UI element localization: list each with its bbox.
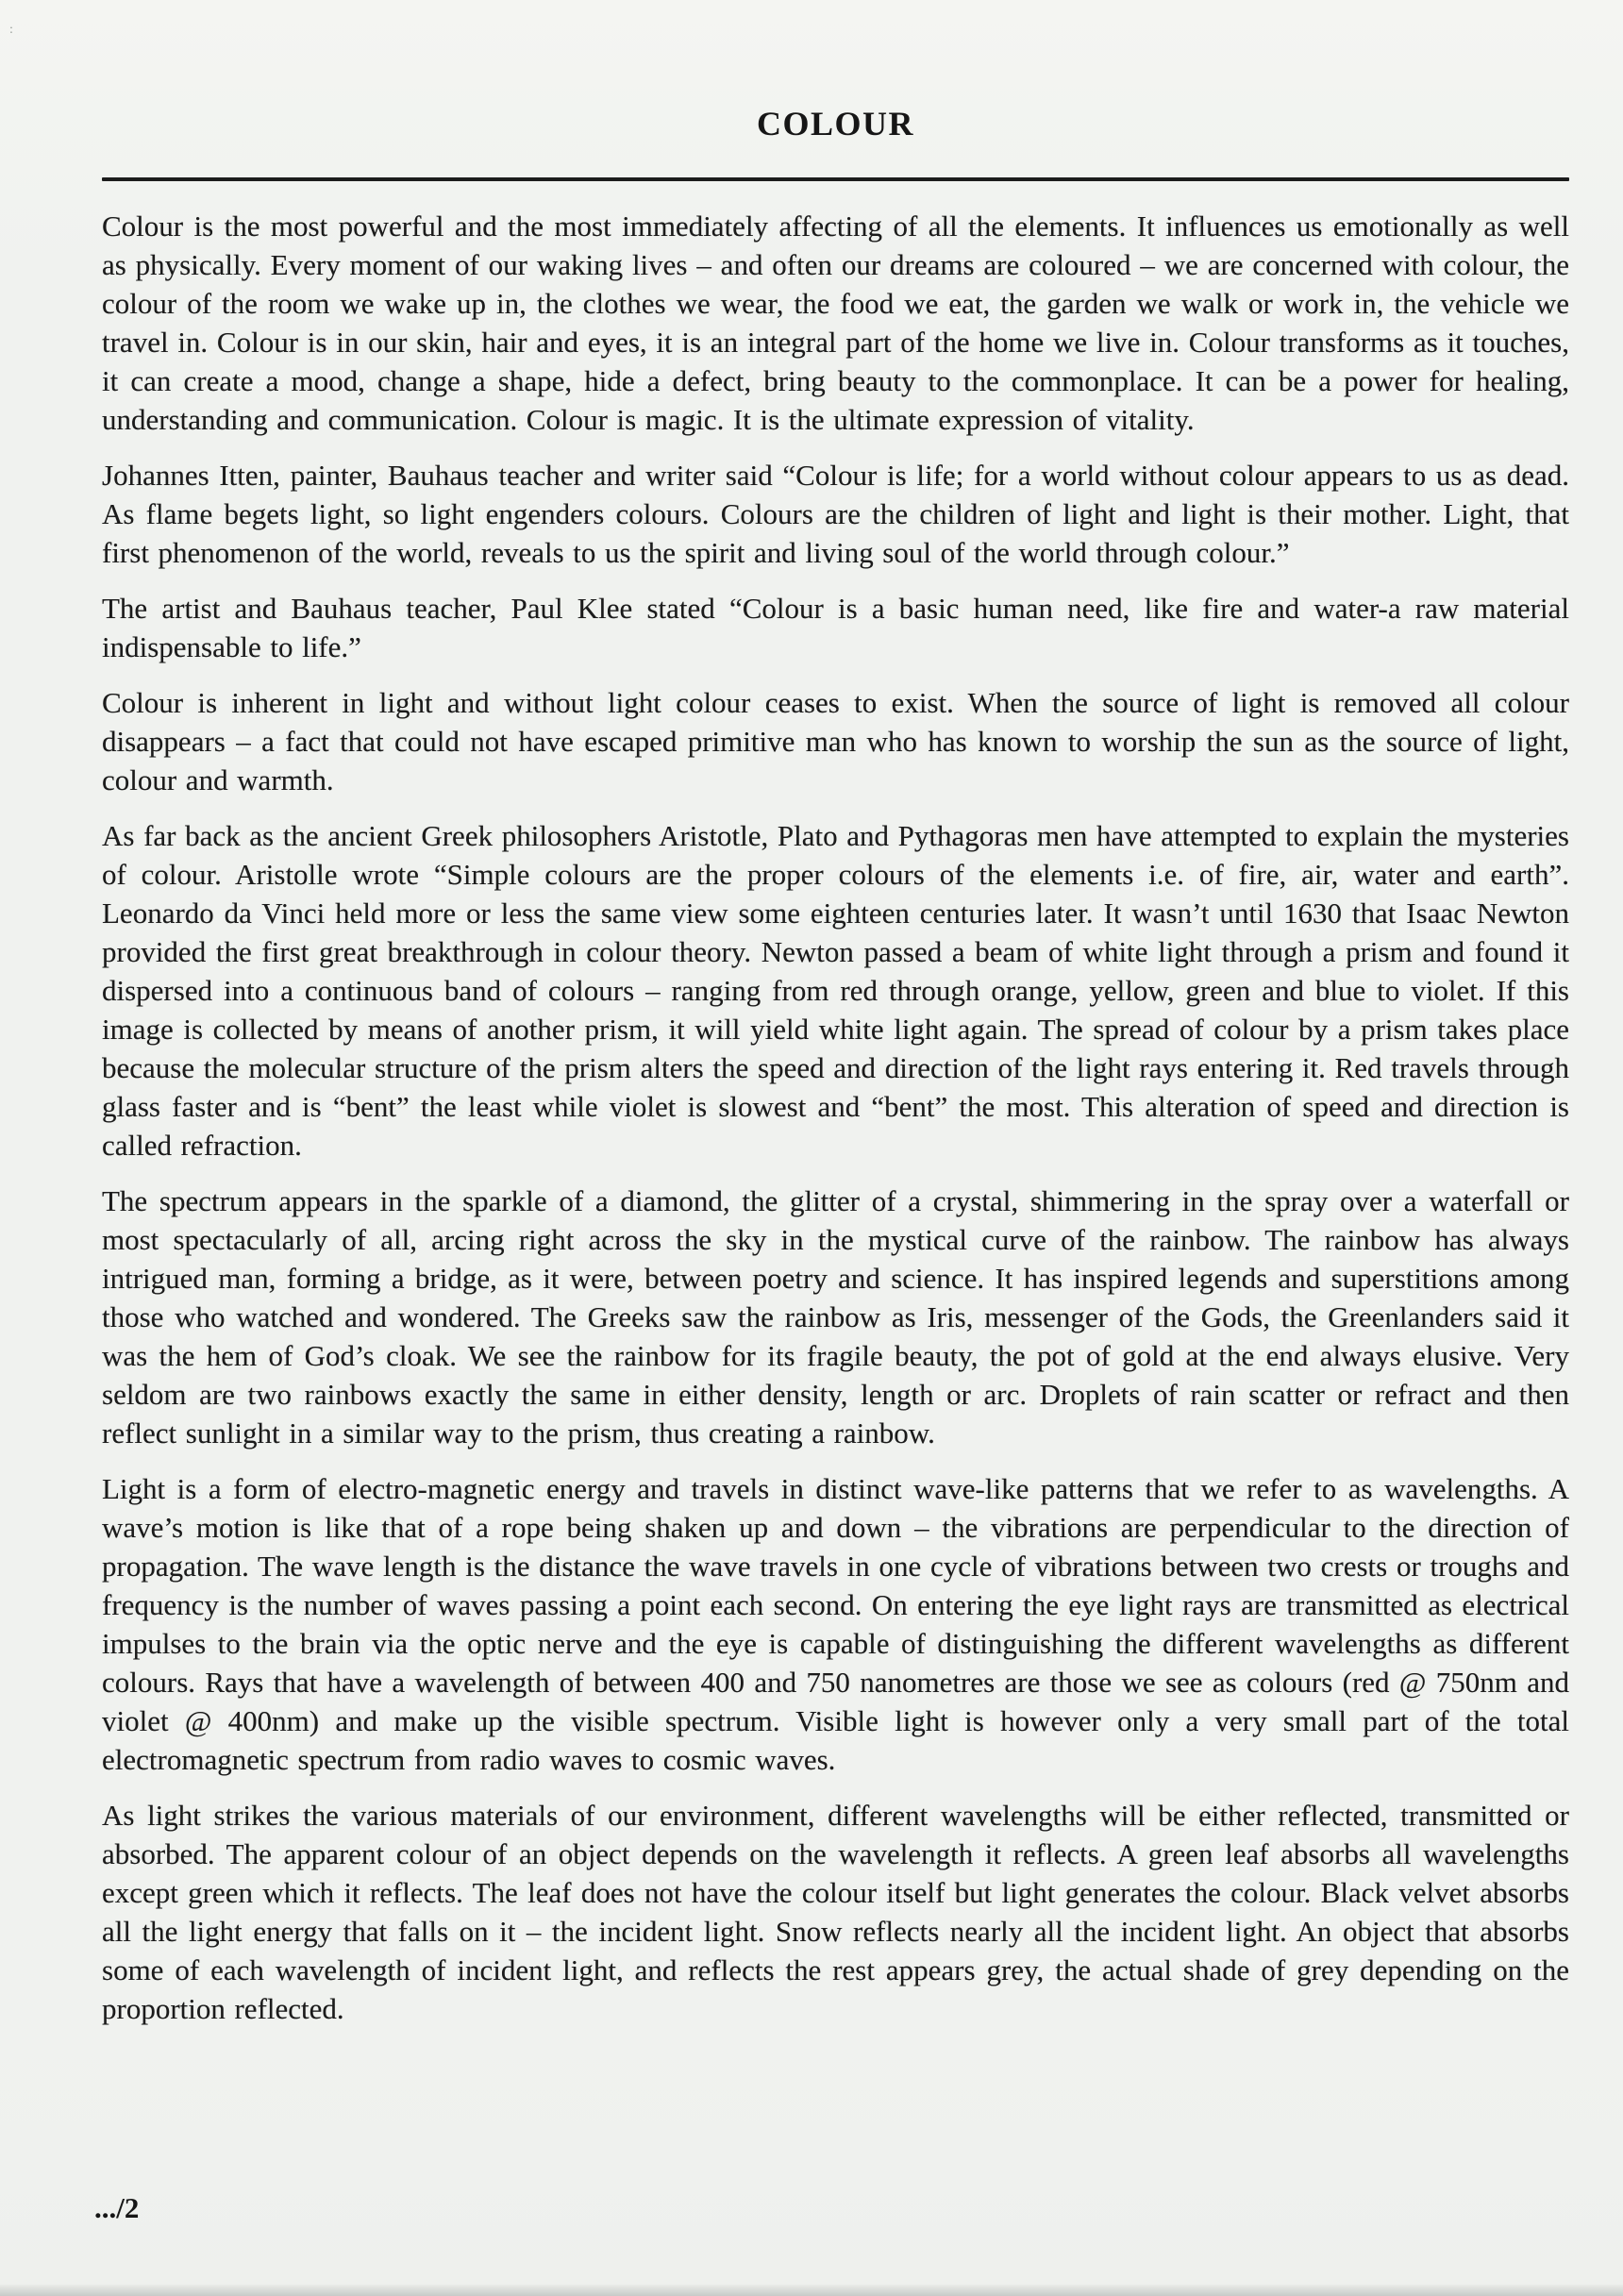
document-paragraph: As far back as the ancient Greek philosophers Aristotle, Plato and Pythagoras men have attempted to explain the mysteries of colour. Aristolle wrote “Simple colours are the proper colours of the elements i.e. of fire, air, water and earth”. Leonardo da Vinci held more or less the same view some eighteen centuries later. It wasn’t until 1630 that Isaac Newton provided the first great breakthrough in colour theory. Newton passed a beam of white light through a prism and found it dispersed into a continuous band of colours – ranging from red through orange, yellow, green and blue to violet. If this image is collected by means of another prism, it will yield white light again. The spread of colour by a prism takes place because the molecular structure of the prism alters the speed and direction of the light rays entering it. Red travels through glass faster and is “bent” the least while violet is slowest and “bent” the most. This alteration of speed and direction is called refraction. [102, 818, 1569, 1162]
document-paragraph: Johannes Itten, painter, Bauhaus teacher and writer said “Colour is life; for a world without colour appears to us as dead. As flame begets light, so light engenders colours. Colours are the children of light and light is their mother. Light, that first phenomenon of the world, reveals to us the spirit and living soul of the world through colour.” [102, 458, 1569, 569]
document-paragraph: The spectrum appears in the sparkle of a diamond, the glitter of a crystal, shimmering in the spray over a waterfall or most spectacularly of all, arcing right across the sky in the mystical curve of the rainbow. The rainbow has always intrigued man, forming a bridge, as it were, between poetry and science. It has inspired legends and superstitions among those who watched and wondered. The Greeks saw the rainbow as Iris, messenger of the Gods, the Greenlanders said it was the hem of God’s cloak. We see the rainbow for its fragile beauty, the pot of gold at the end always elusive. Very seldom are two rainbows exactly the same in either density, length or arc. Droplets of rain scatter or refract and then reflect sunlight in a similar way to the prism, thus creating a rainbow. [102, 1183, 1569, 1450]
scan-speck: : [9, 23, 13, 37]
document-paragraph: Colour is inherent in light and without light colour ceases to exist. When the source of light is removed all colour disappears – a fact that could not have escaped primitive man who has known to worship the sun as the source of light, colour and warmth. [102, 685, 1569, 796]
document-content [102, 0, 1569, 2045]
page-continuation-marker: .../2 [94, 2191, 140, 2224]
document-paragraph: As light strikes the various materials of our environment, different wavelengths will be either reflected, transmitted or absorbed. The apparent colour of an object depends on the wavelength it reflects. A green leaf absorbs all wavelengths except green which it reflects. The leaf does not have the colour itself but light generates the colour. Black velvet absorbs all the light energy that falls on it – the incident light. Snow reflects nearly all the incident light. An object that absorbs some of each wavelength of incident light, and reflects the rest appears grey, the actual shade of grey depending on the proportion reflected. [102, 1798, 1569, 2025]
document-paragraph: Colour is the most powerful and the most immediately affecting of all the elements. It influences us emotionally as well as physically. Every moment of our waking lives – and often our dreams are coloured – we are concerned with colour, the colour of the room we wake up in, the clothes we wear, the food we eat, the garden we walk or work in, the vehicle we travel in. Colour is in our skin, hair and eyes, it is an integral part of the home we live in. Colour transforms as it touches, it can create a mood, change a shape, hide a defect, bring beauty to the commonplace. It can be a power for healing, understanding and communication. Colour is magic. It is the ultimate expression of vitality. [102, 209, 1569, 436]
page-title: COLOUR [756, 105, 914, 142]
document-paragraph: Light is a form of electro-magnetic energy and travels in distinct wave-like patterns that we refer to as wavelengths. A wave’s motion is like that of a rope being shaken up and down – the vibrations are perpendicular to the direction of propagation. The wave length is the distance the wave travels in one cycle of vibrations between two crests or troughs and frequency is the number of waves passing a point each second. On entering the eye light rays are transmitted as electrical impulses to the brain via the optic nerve and the eye is capable of distinguishing the different wavelengths as different colours. Rays that have a wavelength of between 400 and 750 nanometres are those we see as colours (red @ 750nm and violet @ 400nm) and make up the visible spectrum. Visible light is however only a very small part of the total electromagnetic spectrum from radio waves to cosmic waves. [102, 1471, 1569, 1776]
document-body [102, 181, 1569, 2028]
scan-bottom-edge [0, 2285, 1623, 2296]
document-paragraph: The artist and Bauhaus teacher, Paul Klee stated “Colour is a basic human need, like fire and water-a raw material indispensable to life.” [102, 591, 1569, 663]
